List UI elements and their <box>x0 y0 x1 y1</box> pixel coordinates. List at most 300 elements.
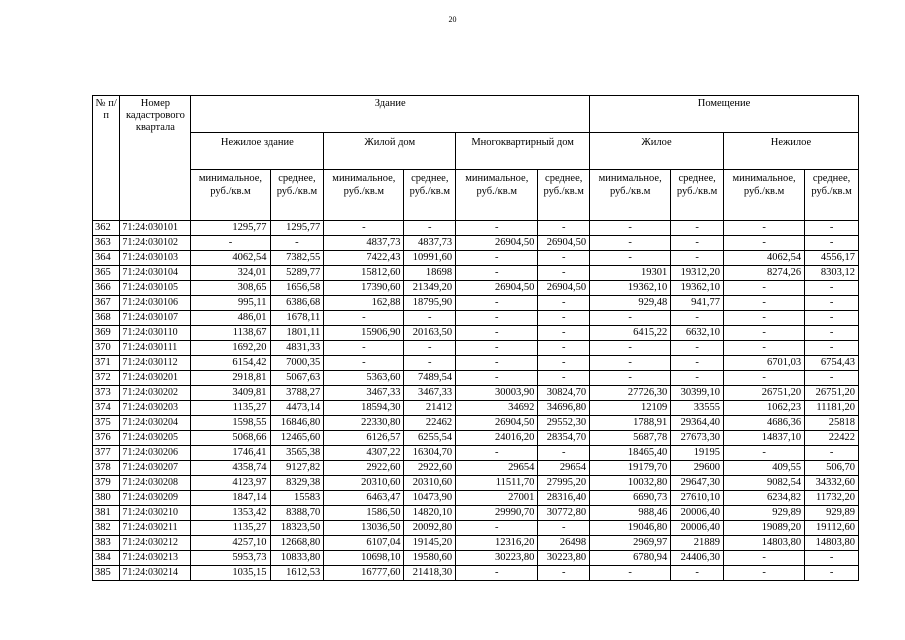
value-cell: 29647,30 <box>671 476 724 491</box>
value-cell: - <box>671 371 724 386</box>
value-cell: 26751,20 <box>805 386 859 401</box>
value-cell: - <box>538 221 590 236</box>
row-number-cell: 363 <box>93 236 120 251</box>
header-min: минимальное, руб./кв.м <box>191 170 270 221</box>
table-row <box>93 446 859 461</box>
table-row <box>93 551 859 566</box>
value-cell: 5289,77 <box>270 266 324 281</box>
value-cell: 19301 <box>590 266 671 281</box>
value-cell: - <box>723 341 804 356</box>
value-cell: 21412 <box>404 401 456 416</box>
value-cell: - <box>538 341 590 356</box>
value-cell: - <box>723 281 804 296</box>
value-cell: 8274,26 <box>723 266 804 281</box>
quarter-number-cell: 71:24:030112 <box>120 356 191 371</box>
value-cell: 28316,40 <box>538 491 590 506</box>
header-house: Жилой дом <box>324 133 456 170</box>
value-cell: 506,70 <box>805 461 859 476</box>
value-cell: 19145,20 <box>404 536 456 551</box>
value-cell: - <box>590 371 671 386</box>
value-cell: - <box>538 521 590 536</box>
table-row <box>93 371 859 386</box>
table-row <box>93 236 859 251</box>
value-cell: 29990,70 <box>456 506 538 521</box>
quarter-number-cell: 71:24:030214 <box>120 566 191 581</box>
value-cell: 19362,10 <box>671 281 724 296</box>
quarter-number-cell: 71:24:030106 <box>120 296 191 311</box>
value-cell: 30824,70 <box>538 386 590 401</box>
value-cell: 21889 <box>671 536 724 551</box>
value-cell: 29654 <box>538 461 590 476</box>
quarter-number-cell: 71:24:030103 <box>120 251 191 266</box>
value-cell: 30399,10 <box>671 386 724 401</box>
value-cell: - <box>723 311 804 326</box>
value-cell: - <box>805 341 859 356</box>
value-cell: - <box>723 566 804 581</box>
value-cell: 26904,50 <box>456 281 538 296</box>
value-cell: 6463,47 <box>324 491 404 506</box>
value-cell: 11732,20 <box>805 491 859 506</box>
quarter-number-cell: 71:24:030201 <box>120 371 191 386</box>
value-cell: - <box>538 296 590 311</box>
table-row <box>93 221 859 236</box>
value-cell: - <box>805 566 859 581</box>
value-cell: - <box>456 566 538 581</box>
value-cell: 26904,50 <box>456 236 538 251</box>
header-number: № п/п <box>93 96 120 221</box>
value-cell: 1586,50 <box>324 506 404 521</box>
value-cell: 12316,20 <box>456 536 538 551</box>
value-cell: - <box>324 341 404 356</box>
value-cell: 13036,50 <box>324 521 404 536</box>
value-cell: - <box>590 566 671 581</box>
value-cell: - <box>456 266 538 281</box>
value-cell: 24016,20 <box>456 431 538 446</box>
table-row <box>93 296 859 311</box>
value-cell: 19112,60 <box>805 521 859 536</box>
value-cell: 1788,91 <box>590 416 671 431</box>
value-cell: 7489,54 <box>404 371 456 386</box>
quarter-number-cell: 71:24:030110 <box>120 326 191 341</box>
value-cell: 14837,10 <box>723 431 804 446</box>
value-cell: 14803,80 <box>723 536 804 551</box>
value-cell: 10833,80 <box>270 551 324 566</box>
value-cell: 29600 <box>671 461 724 476</box>
value-cell: 10991,60 <box>404 251 456 266</box>
value-cell: - <box>324 356 404 371</box>
quarter-number-cell: 71:24:030205 <box>120 431 191 446</box>
value-cell: 29364,40 <box>671 416 724 431</box>
table-body <box>93 221 859 581</box>
value-cell: 1353,42 <box>191 506 270 521</box>
row-number-cell: 370 <box>93 341 120 356</box>
value-cell: 11181,20 <box>805 401 859 416</box>
row-number-cell: 364 <box>93 251 120 266</box>
row-number-cell: 381 <box>93 506 120 521</box>
value-cell: 29654 <box>456 461 538 476</box>
value-cell: - <box>671 341 724 356</box>
value-cell: 3409,81 <box>191 386 270 401</box>
value-cell: - <box>805 236 859 251</box>
value-cell: 5363,60 <box>324 371 404 386</box>
value-cell: 15906,90 <box>324 326 404 341</box>
value-cell: 26904,50 <box>456 416 538 431</box>
value-cell: 1135,27 <box>191 521 270 536</box>
row-number-cell: 365 <box>93 266 120 281</box>
value-cell: 34692 <box>456 401 538 416</box>
value-cell: 12109 <box>590 401 671 416</box>
value-cell: 308,65 <box>191 281 270 296</box>
row-number-cell: 367 <box>93 296 120 311</box>
value-cell: 18698 <box>404 266 456 281</box>
value-cell: 27001 <box>456 491 538 506</box>
value-cell: - <box>456 251 538 266</box>
value-cell: - <box>805 311 859 326</box>
value-cell: - <box>723 371 804 386</box>
value-cell: - <box>590 311 671 326</box>
value-cell: 1598,55 <box>191 416 270 431</box>
table-row <box>93 536 859 551</box>
table-row <box>93 341 859 356</box>
header-building: Здание <box>191 96 590 133</box>
value-cell: 2918,81 <box>191 371 270 386</box>
value-cell: 4062,54 <box>191 251 270 266</box>
table-row <box>93 281 859 296</box>
value-cell: - <box>456 326 538 341</box>
value-cell: 995,11 <box>191 296 270 311</box>
value-cell: 34332,60 <box>805 476 859 491</box>
value-cell: 929,89 <box>723 506 804 521</box>
value-cell: 30003,90 <box>456 386 538 401</box>
value-cell: - <box>456 446 538 461</box>
value-cell: 2922,60 <box>324 461 404 476</box>
value-cell: 1801,11 <box>270 326 324 341</box>
value-cell: 21349,20 <box>404 281 456 296</box>
table-row <box>93 476 859 491</box>
row-number-cell: 377 <box>93 446 120 461</box>
value-cell: - <box>723 221 804 236</box>
table-row <box>93 521 859 536</box>
value-cell: 4307,22 <box>324 446 404 461</box>
value-cell: 4556,17 <box>805 251 859 266</box>
table-row <box>93 356 859 371</box>
value-cell: 4123,97 <box>191 476 270 491</box>
cadastral-value-table <box>92 95 859 581</box>
row-number-cell: 379 <box>93 476 120 491</box>
value-cell: 22330,80 <box>324 416 404 431</box>
value-cell: 20310,60 <box>324 476 404 491</box>
value-cell: 18594,30 <box>324 401 404 416</box>
value-cell: 4257,10 <box>191 536 270 551</box>
value-cell: - <box>590 236 671 251</box>
value-cell: 16846,80 <box>270 416 324 431</box>
value-cell: 6754,43 <box>805 356 859 371</box>
value-cell: 5953,73 <box>191 551 270 566</box>
value-cell: 6126,57 <box>324 431 404 446</box>
value-cell: 1138,67 <box>191 326 270 341</box>
value-cell: 16304,70 <box>404 446 456 461</box>
row-number-cell: 378 <box>93 461 120 476</box>
value-cell: 6255,54 <box>404 431 456 446</box>
value-cell: 4473,14 <box>270 401 324 416</box>
value-cell: - <box>324 311 404 326</box>
value-cell: 941,77 <box>671 296 724 311</box>
value-cell: 486,01 <box>191 311 270 326</box>
value-cell: 4358,74 <box>191 461 270 476</box>
quarter-number-cell: 71:24:030206 <box>120 446 191 461</box>
value-cell: - <box>404 311 456 326</box>
table-row <box>93 266 859 281</box>
value-cell: 3467,33 <box>324 386 404 401</box>
value-cell: 10473,90 <box>404 491 456 506</box>
value-cell: - <box>671 236 724 251</box>
value-cell: 14820,10 <box>404 506 456 521</box>
value-cell: 26904,50 <box>538 281 590 296</box>
value-cell: 4837,73 <box>324 236 404 251</box>
value-cell: 18795,90 <box>404 296 456 311</box>
header-residential: Жилое <box>590 133 724 170</box>
value-cell: 26904,50 <box>538 236 590 251</box>
table-row <box>93 311 859 326</box>
value-cell: 7422,43 <box>324 251 404 266</box>
value-cell: 19046,80 <box>590 521 671 536</box>
value-cell: 4837,73 <box>404 236 456 251</box>
row-number-cell: 382 <box>93 521 120 536</box>
value-cell: 8329,38 <box>270 476 324 491</box>
value-cell: - <box>590 221 671 236</box>
value-cell: 5067,63 <box>270 371 324 386</box>
value-cell: - <box>456 311 538 326</box>
value-cell: 6701,03 <box>723 356 804 371</box>
row-number-cell: 372 <box>93 371 120 386</box>
header-nonresidential: Нежилое <box>723 133 858 170</box>
row-number-cell: 368 <box>93 311 120 326</box>
value-cell: 3565,38 <box>270 446 324 461</box>
value-cell: 25818 <box>805 416 859 431</box>
value-cell: 27610,10 <box>671 491 724 506</box>
value-cell: 1746,41 <box>191 446 270 461</box>
quarter-number-cell: 71:24:030202 <box>120 386 191 401</box>
value-cell: - <box>538 251 590 266</box>
value-cell: - <box>456 296 538 311</box>
value-cell: 29552,30 <box>538 416 590 431</box>
value-cell: 12668,80 <box>270 536 324 551</box>
page-number: 20 <box>448 15 457 24</box>
quarter-number-cell: 71:24:030207 <box>120 461 191 476</box>
value-cell: 1847,14 <box>191 491 270 506</box>
row-number-cell: 362 <box>93 221 120 236</box>
value-cell: - <box>191 236 270 251</box>
value-cell: 33555 <box>671 401 724 416</box>
value-cell: 6415,22 <box>590 326 671 341</box>
quarter-number-cell: 71:24:030213 <box>120 551 191 566</box>
value-cell: 15583 <box>270 491 324 506</box>
value-cell: - <box>590 341 671 356</box>
quarter-number-cell: 71:24:030105 <box>120 281 191 296</box>
header-avg: среднее, руб./кв.м <box>805 170 859 221</box>
row-number-cell: 371 <box>93 356 120 371</box>
header-min: минимальное, руб./кв.м <box>723 170 804 221</box>
value-cell: 4831,33 <box>270 341 324 356</box>
table-row <box>93 566 859 581</box>
row-number-cell: 383 <box>93 536 120 551</box>
value-cell: - <box>538 326 590 341</box>
header-avg: среднее, руб./кв.м <box>270 170 324 221</box>
table-row <box>93 461 859 476</box>
row-number-cell: 385 <box>93 566 120 581</box>
table-row <box>93 416 859 431</box>
row-number-cell: 376 <box>93 431 120 446</box>
value-cell: 9127,82 <box>270 461 324 476</box>
value-cell: - <box>270 236 324 251</box>
header-avg: среднее, руб./кв.м <box>671 170 724 221</box>
value-cell: - <box>538 356 590 371</box>
value-cell: 1295,77 <box>191 221 270 236</box>
value-cell: 929,48 <box>590 296 671 311</box>
value-cell: - <box>671 356 724 371</box>
quarter-number-cell: 71:24:030204 <box>120 416 191 431</box>
value-cell: - <box>805 281 859 296</box>
header-avg: среднее, руб./кв.м <box>404 170 456 221</box>
value-cell: 18465,40 <box>590 446 671 461</box>
value-cell: 12465,60 <box>270 431 324 446</box>
value-cell: 19195 <box>671 446 724 461</box>
value-cell: 19312,20 <box>671 266 724 281</box>
quarter-number-cell: 71:24:030111 <box>120 341 191 356</box>
quarter-number-cell: 71:24:030104 <box>120 266 191 281</box>
value-cell: 929,89 <box>805 506 859 521</box>
value-cell: 1678,11 <box>270 311 324 326</box>
value-cell: - <box>723 236 804 251</box>
value-cell: 4686,36 <box>723 416 804 431</box>
quarter-number-cell: 71:24:030210 <box>120 506 191 521</box>
value-cell: 8388,70 <box>270 506 324 521</box>
value-cell: 30772,80 <box>538 506 590 521</box>
value-cell: 5068,66 <box>191 431 270 446</box>
value-cell: 22422 <box>805 431 859 446</box>
table-row <box>93 401 859 416</box>
value-cell: 20092,80 <box>404 521 456 536</box>
row-number-cell: 374 <box>93 401 120 416</box>
header-apartment-building: Многоквартирный дом <box>456 133 590 170</box>
value-cell: 30223,80 <box>456 551 538 566</box>
row-number-cell: 384 <box>93 551 120 566</box>
value-cell: - <box>805 296 859 311</box>
value-cell: - <box>456 221 538 236</box>
value-cell: 2922,60 <box>404 461 456 476</box>
value-cell: 16777,60 <box>324 566 404 581</box>
value-cell: 20006,40 <box>671 521 724 536</box>
value-cell: - <box>456 521 538 536</box>
table-row <box>93 506 859 521</box>
value-cell: - <box>723 446 804 461</box>
value-cell: - <box>456 356 538 371</box>
value-cell: - <box>456 341 538 356</box>
value-cell: 20163,50 <box>404 326 456 341</box>
row-number-cell: 375 <box>93 416 120 431</box>
value-cell: - <box>404 341 456 356</box>
quarter-number-cell: 71:24:030203 <box>120 401 191 416</box>
value-cell: 7382,55 <box>270 251 324 266</box>
value-cell: - <box>805 446 859 461</box>
value-cell: - <box>590 356 671 371</box>
value-cell: - <box>538 371 590 386</box>
value-cell: 24406,30 <box>671 551 724 566</box>
value-cell: 1612,53 <box>270 566 324 581</box>
value-cell: - <box>671 566 724 581</box>
table-header <box>93 96 859 221</box>
table-row <box>93 386 859 401</box>
table-row <box>93 251 859 266</box>
quarter-number-cell: 71:24:030101 <box>120 221 191 236</box>
value-cell: 3788,27 <box>270 386 324 401</box>
value-cell: - <box>404 221 456 236</box>
quarter-number-cell: 71:24:030208 <box>120 476 191 491</box>
header-quarter: Номер кадастрового квартала <box>120 96 191 221</box>
value-cell: - <box>538 266 590 281</box>
value-cell: 6386,68 <box>270 296 324 311</box>
value-cell: 8303,12 <box>805 266 859 281</box>
value-cell: - <box>671 251 724 266</box>
table-row <box>93 326 859 341</box>
value-cell: 1656,58 <box>270 281 324 296</box>
value-cell: - <box>805 551 859 566</box>
value-cell: 20310,60 <box>404 476 456 491</box>
row-number-cell: 366 <box>93 281 120 296</box>
value-cell: 28354,70 <box>538 431 590 446</box>
value-cell: 4062,54 <box>723 251 804 266</box>
value-cell: 17390,60 <box>324 281 404 296</box>
value-cell: 19179,70 <box>590 461 671 476</box>
value-cell: - <box>538 311 590 326</box>
value-cell: 6690,73 <box>590 491 671 506</box>
header-nonres-building: Нежилое здание <box>191 133 324 170</box>
value-cell: - <box>538 446 590 461</box>
header-min: минимальное, руб./кв.м <box>590 170 671 221</box>
value-cell: 27673,30 <box>671 431 724 446</box>
value-cell: 9082,54 <box>723 476 804 491</box>
value-cell: 3467,33 <box>404 386 456 401</box>
value-cell: - <box>538 566 590 581</box>
quarter-number-cell: 71:24:030107 <box>120 311 191 326</box>
value-cell: - <box>723 551 804 566</box>
value-cell: 1035,15 <box>191 566 270 581</box>
value-cell: 988,46 <box>590 506 671 521</box>
value-cell: 26498 <box>538 536 590 551</box>
value-cell: 2969,97 <box>590 536 671 551</box>
value-cell: 27726,30 <box>590 386 671 401</box>
value-cell: 34696,80 <box>538 401 590 416</box>
value-cell: 22462 <box>404 416 456 431</box>
value-cell: 7000,35 <box>270 356 324 371</box>
value-cell: - <box>590 251 671 266</box>
row-number-cell: 380 <box>93 491 120 506</box>
value-cell: 6780,94 <box>590 551 671 566</box>
value-cell: 1692,20 <box>191 341 270 356</box>
header-premises: Помещение <box>590 96 859 133</box>
row-number-cell: 373 <box>93 386 120 401</box>
value-cell: 10032,80 <box>590 476 671 491</box>
value-cell: 27995,20 <box>538 476 590 491</box>
value-cell: - <box>404 356 456 371</box>
value-cell: 162,88 <box>324 296 404 311</box>
quarter-number-cell: 71:24:030212 <box>120 536 191 551</box>
value-cell: 30223,80 <box>538 551 590 566</box>
header-min: минимальное, руб./кв.м <box>456 170 538 221</box>
value-cell: - <box>671 221 724 236</box>
value-cell: 1135,27 <box>191 401 270 416</box>
value-cell: 6154,42 <box>191 356 270 371</box>
